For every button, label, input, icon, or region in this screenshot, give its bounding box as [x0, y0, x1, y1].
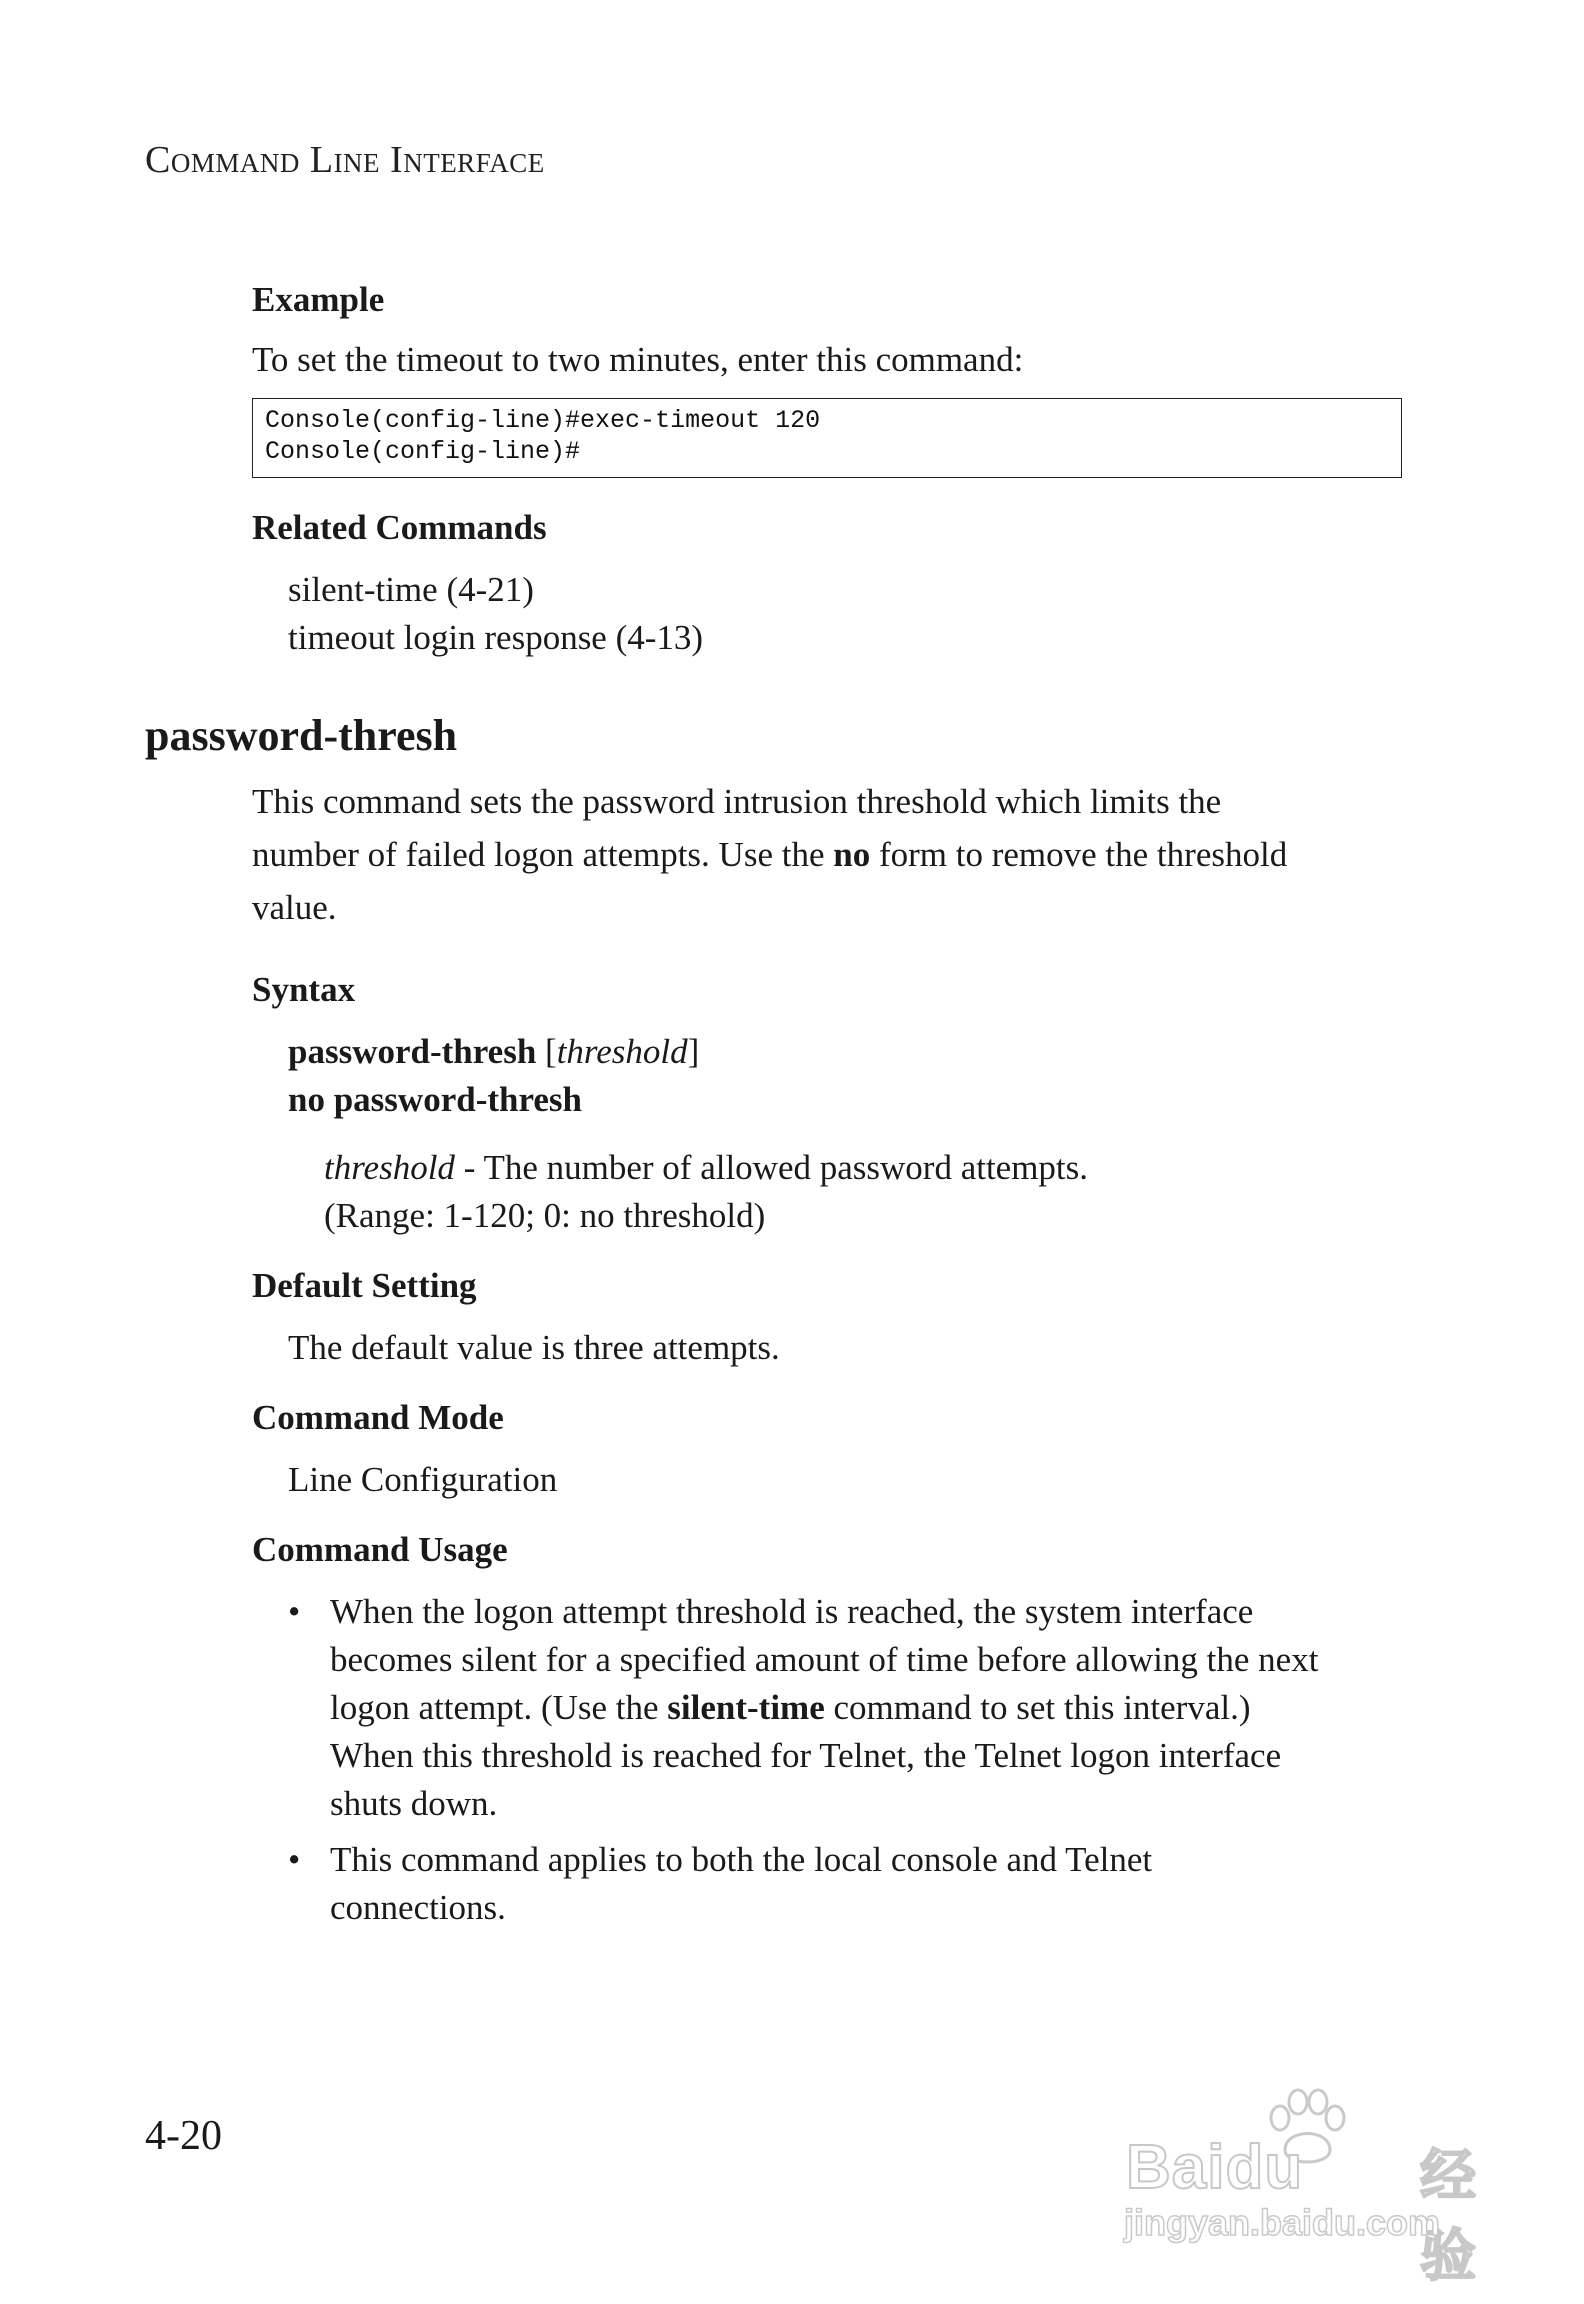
watermark-brand: [1126, 2132, 1303, 2203]
description-line: This command sets the password intrusion threshold which limits the: [252, 782, 1222, 821]
description-text: number of failed logon attempts. Use the: [252, 835, 834, 874]
no-keyword: no: [833, 835, 871, 874]
param-name: threshold: [324, 1148, 455, 1187]
syntax-line-1: [288, 1028, 699, 1076]
syntax-heading: Syntax: [252, 970, 356, 1009]
page-number: 4-20: [145, 2113, 222, 2159]
usage-text: command to set this interval.): [824, 1688, 1251, 1727]
example-heading: Example: [252, 280, 385, 319]
param-range: (Range: 1-120; 0: no threshold): [324, 1196, 766, 1235]
related-command-item: silent-time (4-21): [288, 570, 534, 609]
related-commands-heading: Related Commands: [252, 508, 547, 547]
default-setting-text: The default value is three attempts.: [288, 1328, 780, 1367]
bullet-icon: •: [288, 1840, 301, 1879]
running-head: Command Line Interface: [145, 139, 545, 181]
command-description: [252, 778, 1287, 932]
description-line: [252, 831, 1287, 879]
usage-line: becomes silent for a specified amount of time before allowing the next: [330, 1640, 1319, 1679]
param-text: - The number of allowed password attempts.: [454, 1148, 1089, 1187]
usage-text: logon attempt. (Use the: [330, 1688, 668, 1727]
usage-line: This command applies to both the local console and Telnet: [330, 1840, 1153, 1879]
syntax-param: threshold: [556, 1032, 688, 1071]
usage-line: connections.: [330, 1888, 506, 1927]
bracket: [: [536, 1032, 557, 1071]
syntax-line-2: no password-thresh: [288, 1080, 582, 1119]
bullet-icon: •: [288, 1592, 301, 1631]
description-text: form to remove the threshold: [870, 835, 1288, 874]
usage-bullet-1: [330, 1588, 1318, 1828]
command-usage-heading: Command Usage: [252, 1530, 508, 1569]
usage-bullet-2: [330, 1836, 1152, 1932]
usage-line: When this threshold is reached for Telnet, the Telnet logon interface: [330, 1736, 1282, 1775]
code-line: Console(config-line)#exec-timeout 120: [265, 406, 821, 435]
usage-line: [330, 1684, 1318, 1732]
silent-time-keyword: silent-time: [667, 1688, 825, 1727]
command-mode-text: Line Configuration: [288, 1460, 558, 1499]
syntax-command: password-thresh: [288, 1032, 537, 1071]
command-title: password-thresh: [145, 711, 458, 760]
related-command-item: timeout login response (4-13): [288, 618, 704, 657]
code-line: Console(config-line)#: [265, 437, 581, 466]
watermark-url: jingyan.baidu.com: [1124, 2202, 1441, 2243]
bracket: ]: [687, 1032, 700, 1071]
example-intro: To set the timeout to two minutes, enter this command:: [252, 340, 1024, 379]
code-block: [252, 398, 1402, 478]
watermark-brand-latin: Bai: [1126, 2133, 1226, 2202]
description-line: value.: [252, 888, 337, 927]
usage-line: shuts down.: [330, 1784, 498, 1823]
watermark-jingyan: 经验: [1420, 2144, 1476, 2289]
param-description: [324, 1144, 1088, 1192]
watermark-brand-du: du: [1225, 2133, 1304, 2202]
baidu-jingyan-watermark: [1120, 2088, 1520, 2289]
usage-line: When the logon attempt threshold is reached, the system interface: [330, 1592, 1254, 1631]
default-setting-heading: Default Setting: [252, 1266, 477, 1305]
command-mode-heading: Command Mode: [252, 1398, 504, 1437]
